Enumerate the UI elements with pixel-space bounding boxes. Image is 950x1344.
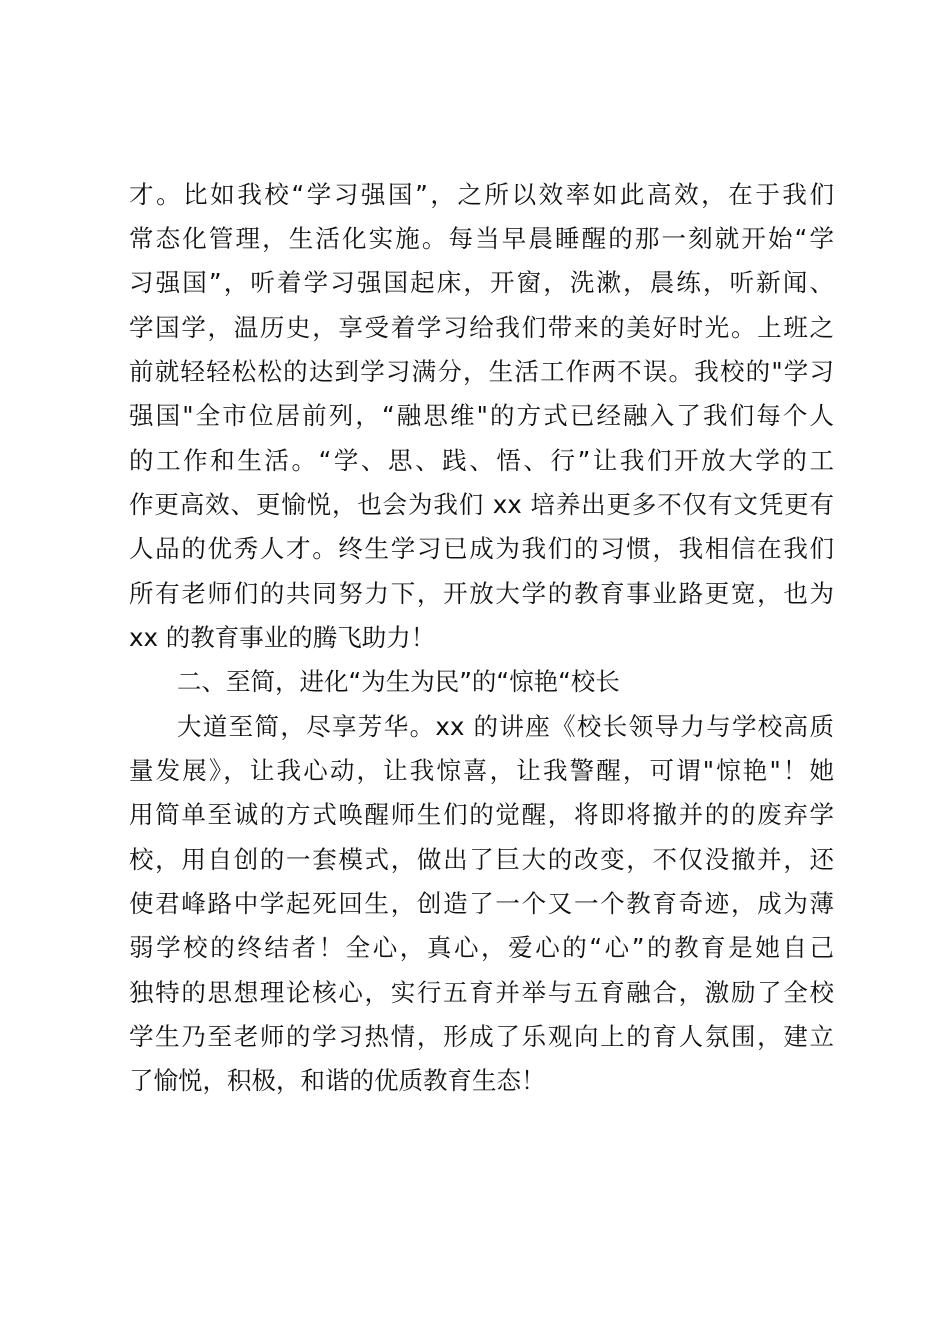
section-heading-2: 二、至简，进化“为生为民”的“惊艳“校长 [177,667,620,696]
paragraph-1-line-7: 的工作和生活。“学、思、践、悟、行”让我们开放大学的工 [129,446,834,475]
paragraph-2-line-4: 校，用自创的一套模式，做出了巨大的改变，不仅没撤并，还 [129,845,834,874]
paragraph-2-line-9: 了愉悦，积极，和谐的优质教育生态！ [129,1066,546,1095]
paragraph-1-line-2: 常态化管理，生活化实施。每当早晨睡醒的那一刻就开始“学 [129,224,834,253]
paragraph-2-line-8: 学生乃至老师的学习热情，形成了乐观向上的育人氛围，建立 [129,1022,834,1051]
paragraph-1-line-3: 习强国”，听着学习强国起床，开窗，洗漱，晨练，听新闻、 [129,268,834,297]
paragraph-1-line-9: 人品的优秀人才。终生学习已成为我们的习惯，我相信在我们 [129,534,834,563]
paragraph-2-line-5: 使君峰路中学起死回生，创造了一个又一个教育奇迹，成为薄 [129,889,834,918]
paragraph-2-line-7: 独特的思想理论核心，实行五育并举与五育融合，激励了全校 [129,978,834,1007]
paragraph-1-line-11: xx 的教育事业的腾飞助力！ [129,623,436,652]
paragraph-1-line-8: 作更高效、更愉悦，也会为我们 xx 培养出更多不仅有文凭更有 [129,490,834,519]
paragraph-1-line-10: 所有老师们的共同努力下，开放大学的教育事业路更宽，也为 [129,579,834,608]
paragraph-1-line-5: 前就轻轻松松的达到学习满分，生活工作两不误。我校的"学习 [129,357,834,386]
paragraph-2-line-1: 大道至简，尽享芳华。xx 的讲座《校长领导力与学校高质 [177,712,834,741]
paragraph-2-line-6: 弱学校的终结者！全心，真心，爱心的“心”的教育是她自己 [129,933,834,962]
paragraph-1-line-4: 学国学，温历史，享受着学习给我们带来的美好时光。上班之 [129,313,834,342]
paragraph-1-line-1: 才。比如我校“学习强国”，之所以效率如此高效，在于我们 [129,180,834,209]
paragraph-2-line-2: 量发展》，让我心动，让我惊喜，让我警醒，可谓"惊艳"！她 [129,756,834,785]
paragraph-1-line-6: 强国"全市位居前列，“融思维"的方式已经融入了我们每个人 [129,401,834,430]
paragraph-2-line-3: 用简单至诚的方式唤醒师生们的觉醒，将即将撤并的的废弃学 [129,800,834,829]
